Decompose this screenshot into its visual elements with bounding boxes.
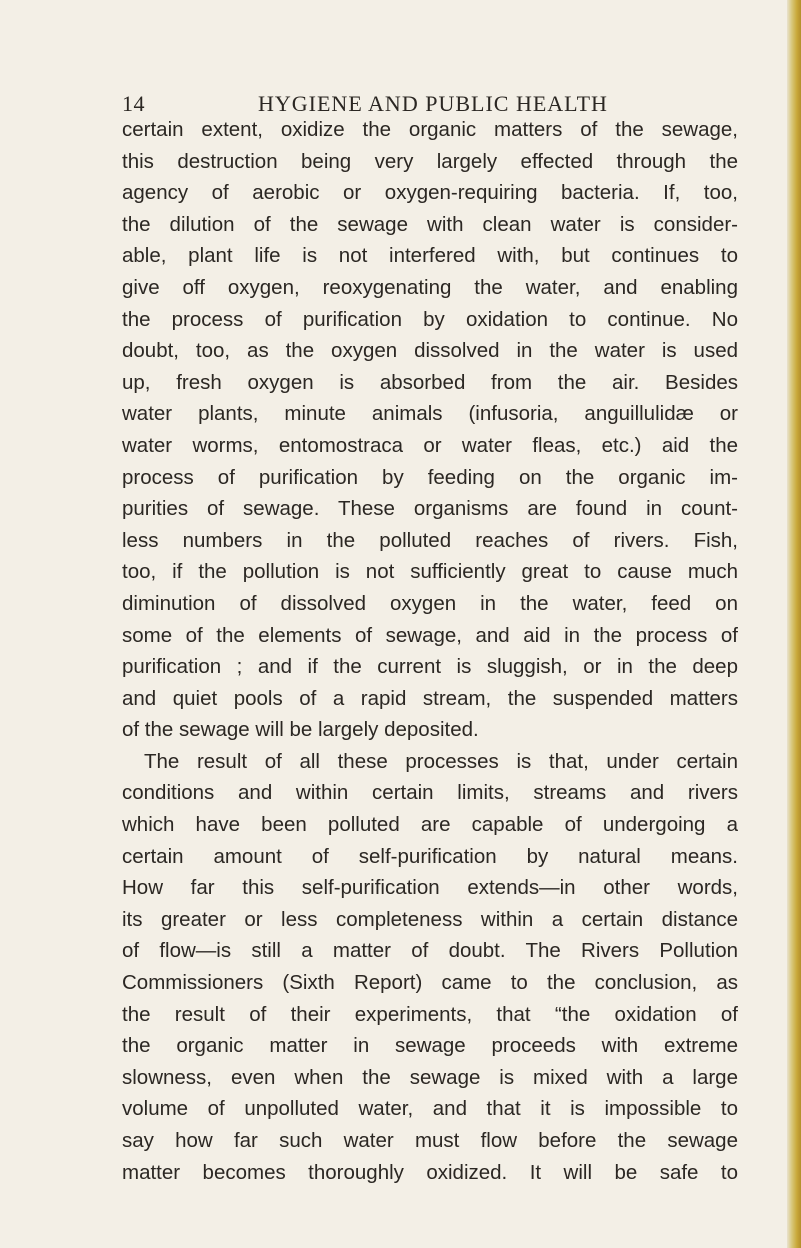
text-line: volume of unpolluted water, and that it is impossible to [122, 1097, 738, 1121]
text-line: the process of purification by oxidation to continue. No [122, 307, 738, 331]
text-line: the organic matter in sewage proceeds with extreme [122, 1034, 738, 1058]
paragraph [122, 746, 738, 1188]
text-line: Commissioners (Sixth Report) came to the conclusion, as [122, 971, 738, 995]
text-line: certain amount of self-purification by natural means. [122, 844, 738, 868]
text-line: agency of aerobic or oxygen-requiring bacteria. If, too, [122, 181, 738, 205]
text-line: which have been polluted are capable of undergoing a [122, 813, 738, 837]
text-line: water plants, minute animals (infusoria, anguillulidæ or [122, 402, 738, 426]
text-line: doubt, too, as the oxygen dissolved in the water is used [122, 339, 738, 363]
text-line: up, fresh oxygen is absorbed from the air. Besides [122, 370, 738, 394]
text-line: water worms, entomostraca or water fleas, etc.) aid the [122, 433, 738, 457]
text-line: purification ; and if the current is sluggish, or in the deep [122, 655, 738, 679]
running-title: HYGIENE AND PUBLIC HEALTH [258, 91, 608, 116]
text-line: diminution of dissolved oxygen in the water, feed on [122, 591, 738, 615]
text-line: of flow—is still a matter of doubt. The Rivers Pollution [122, 939, 738, 963]
text-line: the dilution of the sewage with clean water is consider- [122, 212, 738, 236]
page-number: 14 [122, 91, 145, 116]
text-line: its greater or less completeness within a certain distance [122, 907, 738, 931]
text-line: this destruction being very largely effected through the [122, 149, 738, 173]
text-line: matter becomes thoroughly oxidized. It will be safe to [122, 1160, 738, 1184]
text-line: and quiet pools of a rapid stream, the suspended matters [122, 686, 738, 710]
text-line: of the sewage will be largely deposited. [122, 718, 479, 742]
text-line: some of the elements of sewage, and aid in the process of [122, 623, 738, 647]
text-line: less numbers in the polluted reaches of rivers. Fish, [122, 528, 738, 552]
text-line: able, plant life is not interfered with, but continues to [122, 244, 738, 268]
text-line: process of purification by feeding on the organic im- [122, 465, 738, 489]
body-text [122, 114, 738, 1188]
text-line: purities of sewage. These organisms are found in count- [122, 497, 738, 521]
text-line: conditions and within certain limits, streams and rivers [122, 781, 738, 805]
text-line: slowness, even when the sewage is mixed with a large [122, 1065, 738, 1089]
text-line: How far this self-purification extends—in other words, [122, 876, 738, 900]
text-line: give off oxygen, reoxygenating the water, and enabling [122, 275, 738, 299]
text-line: say how far such water must flow before the sewage [122, 1129, 738, 1152]
paragraph [122, 114, 738, 746]
text-line: too, if the pollution is not sufficiently great to cause much [122, 560, 738, 584]
text-line: the result of their experiments, that “the oxidation of [122, 1002, 738, 1026]
text-line: The result of all these processes is that, under certain [144, 749, 738, 773]
text-line: certain extent, oxidize the organic matters of the sewage, [122, 118, 738, 141]
gilt-page-edge [787, 0, 801, 1248]
